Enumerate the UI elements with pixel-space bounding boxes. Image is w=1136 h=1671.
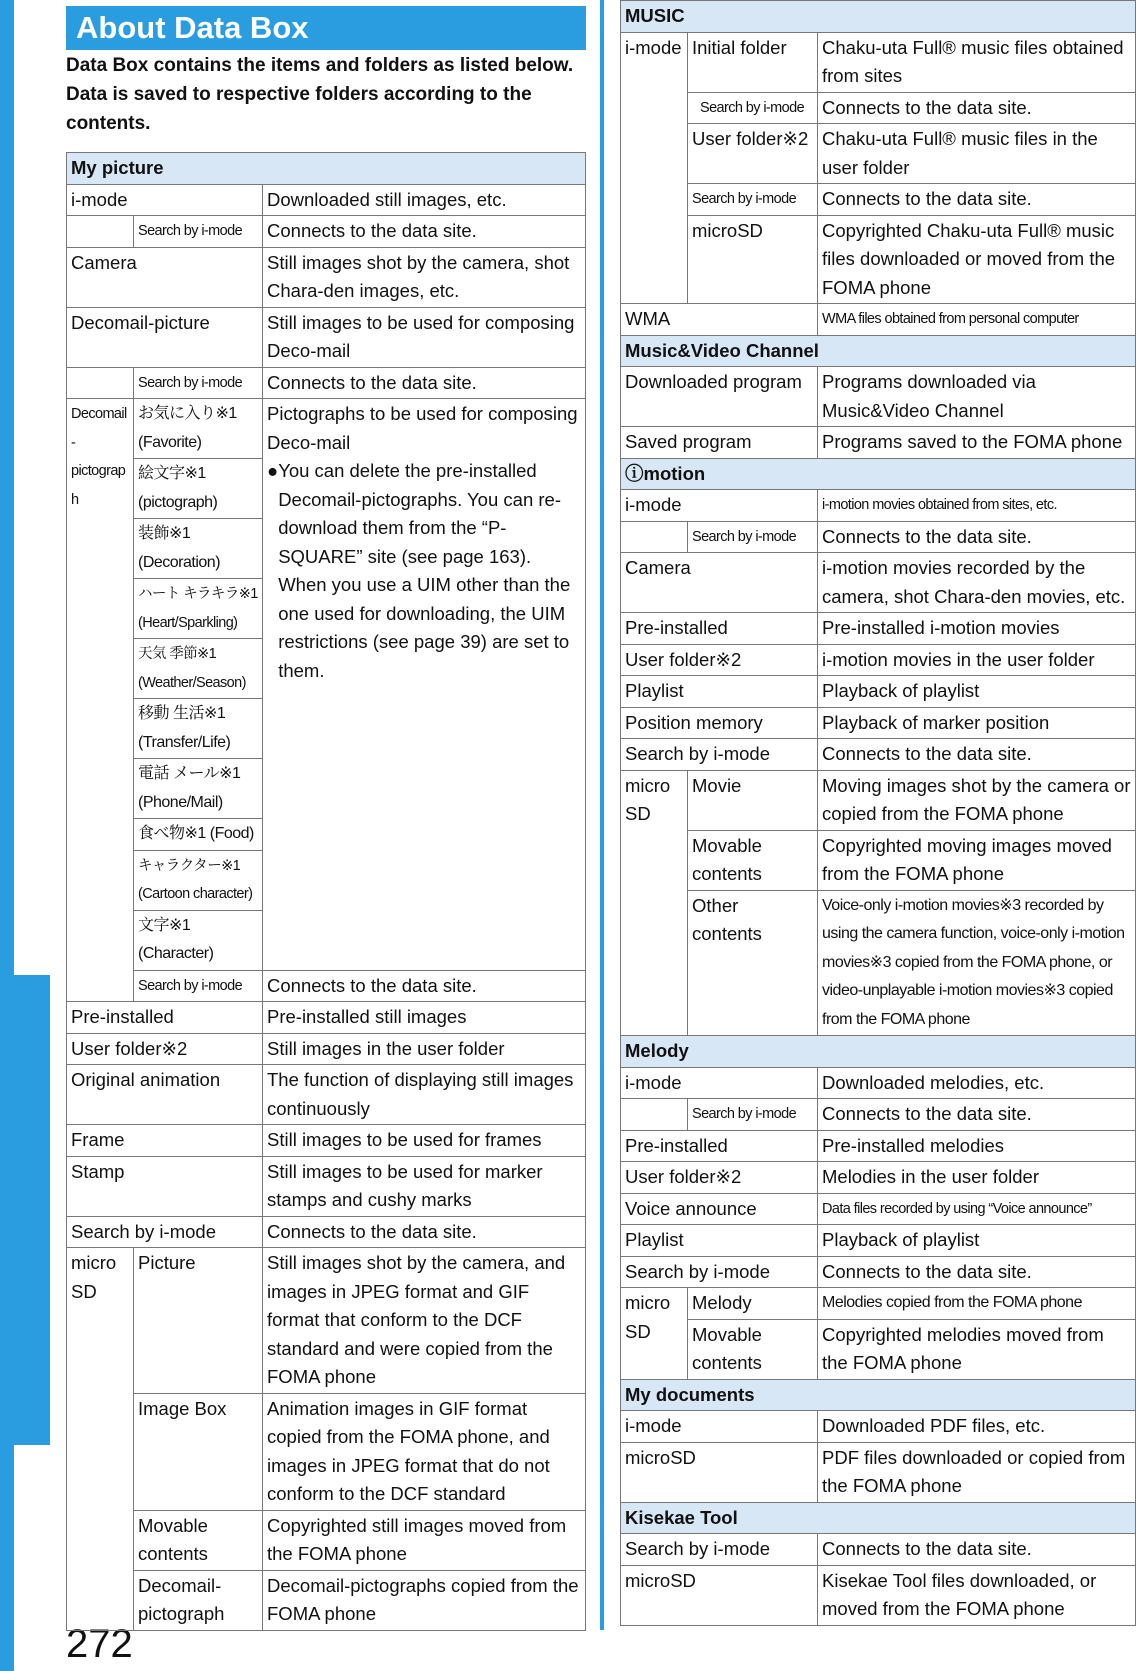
intro-text: Data Box contains the items and folders as listed below. Data is saved to respective folders according to the contents. [66,55,574,134]
table-cell: Downloaded program [621,367,818,427]
table-cell: Animation images in GIF format copied from the FOMA phone, and images in JPEG format that do not conform to the DCF standard [263,1393,586,1510]
table-cell: Connects to the data site. [818,184,1136,216]
table-cell: Movable contents [688,1319,818,1379]
i-mode-icon: ⓘ [625,462,644,484]
table-cell: Still images to be used for composing Deco-mail [263,307,586,367]
table-cell: Connects to the data site. [818,1534,1136,1566]
table-cell: Saved program [621,427,818,459]
table-cell: Kisekae Tool files downloaded, or moved from the FOMA phone [818,1565,1136,1625]
table-cell: Decomail-pictographs copied from the FOMA phone [263,1570,586,1630]
section-label: Data Display/Edit/Management [18,1089,43,1410]
section-title: motion [643,462,706,484]
table-cell: Decomail-pictograph [67,399,134,1002]
table-cell: Frame [67,1125,263,1157]
table-cell: Other contents [688,890,818,1036]
section-header: My documents [621,1379,1136,1411]
table-cell: お気に入り※1 (Favorite) [134,399,263,459]
section-header: Music&Video Channel [621,335,1136,367]
table-cell: ハート キラキラ※1 (Heart/Sparkling) [134,579,263,639]
table-cell: Search by i-mode [134,216,263,248]
my-picture-table [66,152,586,1631]
table-cell: microSD [621,1565,818,1625]
table-cell: micro SD [621,770,688,1036]
section-header: Kisekae Tool [621,1502,1136,1534]
table-cell: Copyrighted moving images moved from the FOMA phone [818,830,1136,890]
table-cell: 絵文字※1 (pictograph) [134,459,263,519]
table-cell: i-motion movies in the user folder [818,644,1136,676]
table-cell: Search by i-mode [688,184,818,216]
table-cell: Melodies copied from the FOMA phone [818,1288,1136,1320]
table-cell: micro SD [621,1288,688,1380]
table-cell: Downloaded melodies, etc. [818,1067,1136,1099]
table-cell: Still images to be used for frames [263,1125,586,1157]
table-cell: Initial folder [688,32,818,92]
table-cell: Playback of playlist [818,1225,1136,1257]
table-cell: i-mode [621,490,818,522]
table-cell: Search by i-mode [134,367,263,399]
table-cell: Playback of playlist [818,676,1136,708]
section-header: MUSIC [621,1,1136,33]
table-cell: Melodies in the user folder [818,1162,1136,1194]
table-cell: Decomail-picture [67,307,263,367]
table-cell: i-mode [67,184,263,216]
table-cell [263,399,586,971]
table-cell: Camera [67,247,263,307]
table-cell: Pre-installed i-motion movies [818,613,1136,645]
table-cell: 装飾※1 (Decoration) [134,519,263,579]
table-cell: i-motion movies obtained from sites, etc. [818,490,1136,522]
table-cell: Search by i-mode [688,521,818,553]
table-cell: Movable contents [134,1510,263,1570]
table-cell: Connects to the data site. [818,739,1136,771]
table-cell: Connects to the data site. [263,970,586,1002]
pictograph-desc: Pictographs to be used for composing Deco-mail [267,403,578,453]
section-header: Melody [621,1036,1136,1068]
table-cell: Copyrighted melodies moved from the FOMA phone [818,1319,1136,1379]
table-cell: Melody [688,1288,818,1320]
table-cell: User folder※2 [621,1162,818,1194]
table-cell: micro SD [67,1248,134,1631]
table-cell: Search by i-mode [688,1099,818,1131]
table-cell: Connects to the data site. [263,1216,586,1248]
table-cell: Still images in the user folder [263,1033,586,1065]
table-cell: Still images shot by the camera, shot Chara-den images, etc. [263,247,586,307]
table-cell: Playlist [621,676,818,708]
table-cell: Voice announce [621,1193,818,1225]
table-cell: 電話 メール※1 (Phone/Mail) [134,759,263,819]
table-cell: Connects to the data site. [818,1099,1136,1131]
table-cell: The function of displaying still images continuously [263,1065,586,1125]
section-header [621,458,1136,490]
table-cell: Moving images shot by the camera or copied from the FOMA phone [818,770,1136,830]
table-cell: Connects to the data site. [263,367,586,399]
table-cell: 食べ物※1 (Food) [134,819,263,851]
table-cell: Camera [621,553,818,613]
table-cell: Connects to the data site. [818,1256,1136,1288]
table-cell: キャラクター※1 (Cartoon character) [134,850,263,910]
table-cell: 文字※1 (Character) [134,910,263,970]
table-cell: Downloaded still images, etc. [263,184,586,216]
table-cell: Still images shot by the camera, and images in JPEG format and GIF format that conform to the DCF standard and were copied from the FOMA phone [263,1248,586,1394]
table-cell: microSD [621,1442,818,1502]
table-cell: Original animation [67,1065,263,1125]
table-cell: Pre-installed [67,1002,263,1034]
table-cell: Chaku-uta Full® music files in the user folder [818,124,1136,184]
right-table [620,0,1136,1626]
table-cell: User folder※2 [67,1033,263,1065]
table-cell: Playback of marker position [818,707,1136,739]
table-cell: Search by i-mode [67,1216,263,1248]
table-cell: Movie [688,770,818,830]
table-cell: User folder※2 [621,644,818,676]
table-cell: Pre-installed [621,613,818,645]
table-cell: Search by i-mode [621,1534,818,1566]
table-cell: 天気 季節※1 (Weather/Season) [134,639,263,699]
column-divider [600,0,604,1630]
table-cell: Image Box [134,1393,263,1510]
table-cell: Picture [134,1248,263,1394]
table-cell: Programs downloaded via Music&Video Channel [818,367,1136,427]
table-cell: WMA [621,304,818,336]
table-cell: Data files recorded by using “Voice announce” [818,1193,1136,1225]
table-cell: Search by i-mode [134,970,263,1002]
table-cell: Copyrighted still images moved from the FOMA phone [263,1510,586,1570]
table-cell: Pre-installed melodies [818,1130,1136,1162]
table-cell: Playlist [621,1225,818,1257]
table-cell: i-mode [621,1067,818,1099]
table-cell: Pre-installed [621,1130,818,1162]
page-number: 272 [66,1622,133,1666]
table-cell: Position memory [621,707,818,739]
table-cell: PDF files downloaded or copied from the FOMA phone [818,1442,1136,1502]
table-cell: Still images to be used for marker stamps and cushy marks [263,1156,586,1216]
table-cell: Chaku-uta Full® music files obtained from sites [818,32,1136,92]
table-cell: microSD [688,215,818,304]
table-cell: Search by i-mode [621,739,818,771]
table-cell: i-motion movies recorded by the camera, shot Chara-den movies, etc. [818,553,1136,613]
table-cell: Programs saved to the FOMA phone [818,427,1136,459]
table-cell: Search by i-mode [621,1256,818,1288]
table-cell: Movable contents [688,830,818,890]
pictograph-note: You can delete the pre-installed Decomail-pictographs. You can re-download them from the “P-SQUARE” site (see page 163). When you use a UIM other than the one used for downloading, the UIM restrictions (see page 39) are set to them. [278,460,571,681]
table-cell: i-mode [621,32,688,304]
table-cell: Connects to the data site. [818,521,1136,553]
table-cell: i-mode [621,1411,818,1443]
table-cell: Connects to the data site. [263,216,586,248]
table-cell: Search by i-mode [688,92,818,124]
table-cell: WMA files obtained from personal computer [818,304,1136,336]
table-cell: Downloaded PDF files, etc. [818,1411,1136,1443]
page-title: About Data Box [66,6,586,50]
table-cell: User folder※2 [688,124,818,184]
table-cell: 移動 生活※1 (Transfer/Life) [134,699,263,759]
bullet-icon: ● [267,460,279,481]
table-cell: Pre-installed still images [263,1002,586,1034]
table-cell: Connects to the data site. [818,92,1136,124]
table-cell: Copyrighted Chaku-uta Full® music files downloaded or moved from the FOMA phone [818,215,1136,304]
table-cell: Decomail-pictograph [134,1570,263,1630]
table-cell: Stamp [67,1156,263,1216]
section-header: My picture [67,153,586,185]
table-cell: Voice-only i-motion movies※3 recorded by using the camera function, voice-only i-motion movies※3 copied from the FOMA phone, or video-unplayable i-motion movies※3 copied from the FOMA phone [818,890,1136,1036]
